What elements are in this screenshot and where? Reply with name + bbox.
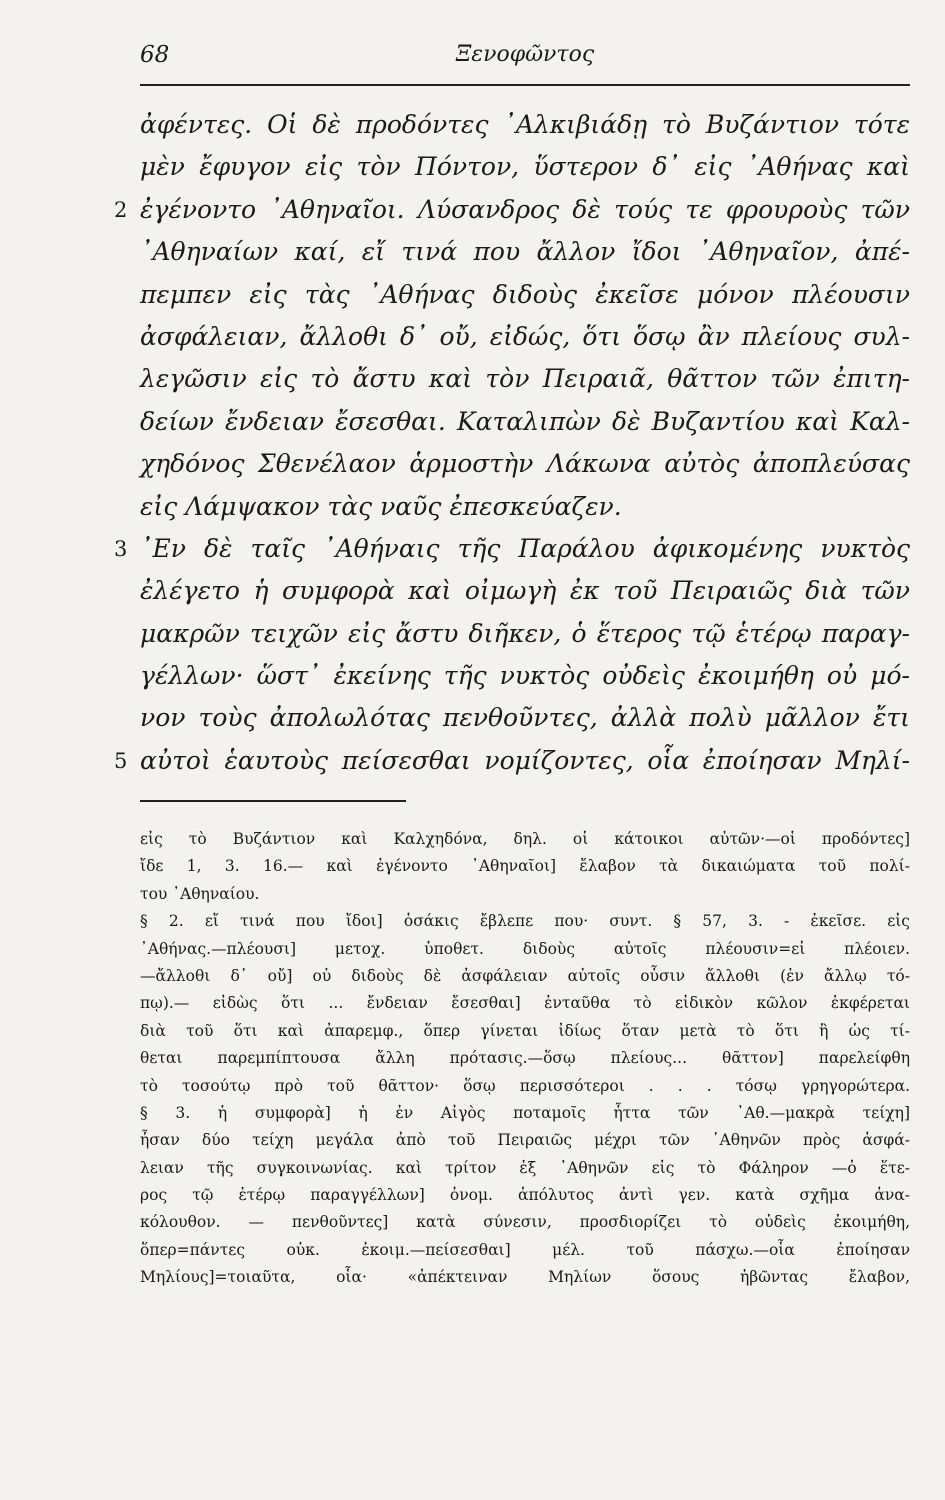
- main-line-text: ᾿Αθηναίων καί, εἴ τινά που ἄλλον ἴδοι ᾿Αθηναῖον, ἀπέ-: [140, 237, 910, 267]
- main-line-text: ἐγένοντο ᾿Αθηναῖοι. Λύσανδρος δὲ τούς τε φρουροὺς τῶν: [140, 194, 910, 224]
- note-line: § 3. ἡ συμφορὰ] ἡ ἐν Αἰγὸς ποταμοῖς ἧττα τῶν ᾿Αθ.—μακρὰ τείχη]: [140, 1103, 910, 1122]
- main-line-text: αὐτοὶ ἑαυτοὺς πείσεσθαι νομίζοντες, οἷα ἐποίησαν Μηλί-: [140, 745, 910, 775]
- section-number: 3: [114, 536, 128, 561]
- note-line: ρος τῷ ἑτέρῳ παραγγέλλων] ὀνομ. ἀπόλυτος ἀντὶ γεν. κατὰ σχῆμα ἀνα-: [140, 1186, 910, 1205]
- header-rule: [140, 84, 910, 86]
- running-head: Ξενοφῶντος: [455, 42, 595, 67]
- page-number: 68: [140, 42, 170, 68]
- main-line: [140, 104, 910, 146]
- section-number: 5: [114, 748, 128, 773]
- main-line: [140, 358, 910, 400]
- main-line: [140, 146, 910, 188]
- main-line: [114, 189, 910, 231]
- note-line: § 2. εἴ τινά που ἴδοι] ὁσάκις ἔβλεπε που· συντ. § 57, 3. - ἐκεῖσε. εἰς: [140, 912, 910, 931]
- note-line: τὸ τοσούτῳ πρὸ τοῦ θᾶττον· ὅσῳ περισσότεροι . . . τόσῳ γρηγορώτερα.: [140, 1076, 910, 1095]
- note-line: πῳ).— εἰδὼς ὅτι ... ἔνδειαν ἔσεσθαι] ἐνταῦθα τὸ εἰδικὸν κῶλον ἐκφέρεται: [140, 994, 910, 1013]
- main-line-text: ἐλέγετο ἡ συμφορὰ καὶ οἰμωγὴ ἐκ τοῦ Πειραιῶς διὰ τῶν: [140, 576, 910, 606]
- note-line: ἴδε 1, 3. 16.— καὶ ἐγένοντο ᾿Αθηναῖοι] ἔλαβον τὰ δικαιώματα τοῦ πολί-: [140, 857, 910, 876]
- main-line-text: δείων ἔνδειαν ἔσεσθαι. Καταλιπὼν δὲ Βυζαντίου καὶ Καλ-: [140, 406, 910, 436]
- main-line: [140, 697, 910, 739]
- main-line: [140, 613, 910, 655]
- note-line: Μηλίους]=τοιαῦτα, οἷα· «ἀπέκτειναν Μηλίων ὅσους ἡβῶντας ἔλαβον,: [140, 1268, 910, 1287]
- note-line: θεται παρεμπίπτουσα ἄλλη πρότασις.—ὅσῳ πλείους... θᾶττον] παρελείφθη: [140, 1049, 910, 1068]
- main-line-text: μακρῶν τειχῶν εἰς ἄστυ διῆκεν, ὁ ἕτερος τῷ ἑτέρῳ παραγ-: [140, 618, 910, 648]
- main-line: [140, 570, 910, 612]
- main-line-text: νον τοὺς ἀπολωλότας πενθοῦντες, ἀλλὰ πολὺ μᾶλλον ἔτι: [140, 703, 910, 733]
- note-line: εἰς τὸ Βυζάντιον καὶ Καλχηδόνα, δηλ. οἱ κάτοικοι αὐτῶν·—οἱ προδόντες]: [140, 830, 910, 848]
- note-line: ὅπερ=πάντες οὐκ. ἐκοιμ.—πείσεσθαι] μέλ. τοῦ πάσχω.—οἷα ἐποίησαν: [140, 1240, 910, 1259]
- note-line: του ᾿Αθηναίου.: [140, 884, 260, 903]
- main-line-text: γέλλων· ὥστ᾿ ἐκείνης τῆς νυκτὸς οὐδεὶς ἐκοιμήθη οὐ μό-: [140, 661, 910, 691]
- main-line: [114, 528, 910, 570]
- main-line: [140, 401, 910, 443]
- main-line-text: ἀφέντες. Οἱ δὲ προδόντες ᾿Αλκιβιάδῃ τὸ Βυζάντιον τότε: [140, 110, 910, 139]
- note-line: λειαν τῆς συγκοινωνίας. καὶ τρίτον ἐξ ᾿Αθηνῶν εἰς τὸ Φάληρον —ὁ ἕτε-: [140, 1158, 910, 1177]
- main-line-text: χηδόνος Σθενέλαον ἁρμοστὴν Λάκωνα αὐτὸς ἀποπλεύσας: [140, 449, 910, 479]
- main-line: [140, 486, 910, 528]
- note-line: ἦσαν δύο τείχη μεγάλα ἀπὸ τοῦ Πειραιῶς μέχρι τῶν ᾿Αθηνῶν πρὸς ἀσφά-: [140, 1131, 910, 1150]
- footnote-rule: [140, 800, 406, 802]
- main-text: [114, 104, 910, 782]
- main-line: [140, 443, 910, 485]
- main-line-text: λεγῶσιν εἰς τὸ ἄστυ καὶ τὸν Πειραιᾶ, θᾶττον τῶν ἐπιτη-: [140, 364, 910, 394]
- main-line-text: ἀσφάλειαν, ἄλλοθι δ᾿ οὔ, εἰδώς, ὅτι ὅσῳ ἂν πλείους συλ-: [140, 321, 910, 351]
- main-line-text: ᾿Εν δὲ ταῖς ᾿Αθήναις τῆς Παράλου ἀφικομένης νυκτὸς: [140, 533, 910, 563]
- page-header: [140, 42, 910, 78]
- commentary-notes: [140, 826, 910, 1292]
- main-line-text: πεμπεν εἰς τὰς ᾿Αθήνας διδοὺς ἐκεῖσε μόνον πλέουσιν: [140, 279, 910, 309]
- main-line: [114, 740, 910, 782]
- main-line: [140, 316, 910, 358]
- note-line: διὰ τοῦ ὅτι καὶ ἀπαρεμφ., ὅπερ γίνεται ἰδίως ὅταν μετὰ τὸ ὅτι ἢ ὡς τί-: [140, 1021, 910, 1040]
- main-line: [140, 274, 910, 316]
- section-number: 2: [114, 197, 128, 222]
- note-line: κόλουθον. — πενθοῦντες] κατὰ σύνεσιν, προσδιορίζει τὸ οὐδεὶς ἐκοιμήθη,: [140, 1213, 910, 1232]
- main-line-text: εἰς Λάμψακον τὰς ναῦς ἐπεσκεύαζεν.: [140, 491, 622, 521]
- main-line: [140, 231, 910, 273]
- main-line-text: μὲν ἔφυγον εἰς τὸν Πόντον, ὕστερον δ᾿ εἰς ᾿Αθήνας καὶ: [140, 152, 910, 182]
- note-line: —ἄλλοθι δ᾿ οὔ] οὐ διδοὺς δὲ ἀσφάλειαν αὐτοῖς οὖσιν ἄλλοθι (ἐν ἄλλῳ τό-: [140, 966, 910, 985]
- note-line: ᾿Αθήνας.—πλέουσι] μετοχ. ὑποθετ. διδοὺς αὐτοῖς πλέουσιν=εἰ πλέοιεν.: [140, 939, 910, 958]
- main-line: [140, 655, 910, 697]
